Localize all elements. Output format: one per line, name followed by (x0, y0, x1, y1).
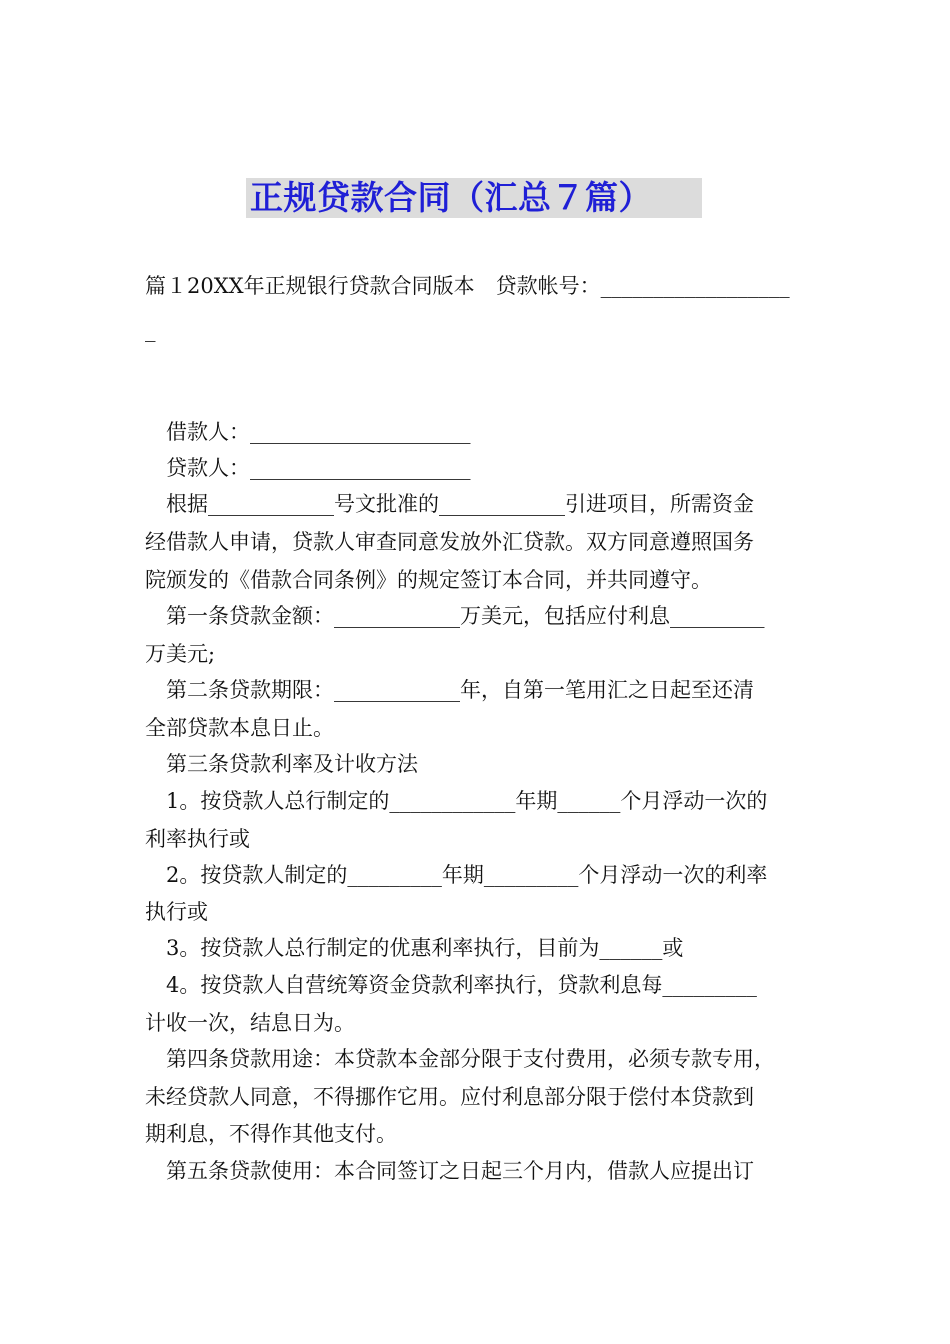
borrower-line: 借款人：_____________________ (166, 420, 471, 444)
item-4-line: 4。按贷款人自营统筹资金贷款利率执行，贷款利息每_________ (166, 973, 757, 997)
item-3-line: 3。按贷款人总行制定的优惠利率执行，目前为______或 (166, 936, 684, 960)
clause-4-line: 第四条贷款用途：本贷款本金部分限于支付费用，必须专款专用， (166, 1047, 775, 1071)
text-line: 利率执行或 (145, 827, 250, 851)
text-line: 万美元; (145, 642, 216, 666)
clause-5-line: 第五条贷款使用：本合同签订之日起三个月内，借款人应提出订 (166, 1159, 754, 1183)
text-line: 全部贷款本息日止。 (145, 716, 334, 740)
text-line: 期利息，不得作其他支付。 (145, 1122, 397, 1146)
section-heading-line: 篇１20XX年正规银行贷款合同版本 贷款帐号：__________________ (145, 274, 790, 298)
document-title-text: 正规贷款合同（汇总７篇） (250, 178, 652, 217)
text-line: 院颁发的《借款合同条例》的规定签订本合同，并共同遵守。 (145, 568, 712, 592)
clause-1-line: 第一条贷款金额：____________万美元，包括应付利息_________ (166, 604, 765, 628)
text-line: 计收一次，结息日为。 (145, 1011, 355, 1035)
document-title (246, 178, 702, 218)
clause-2-line: 第二条贷款期限：____________年，自第一笔用汇之日起至还清 (166, 678, 754, 702)
item-2-line: 2。按贷款人制定的_________年期_________个月浮动一次的利率 (166, 863, 768, 887)
text-line: _ (145, 318, 156, 342)
text-line: 经借款人申请，贷款人审查同意发放外汇贷款。双方同意遵照国务 (145, 530, 754, 554)
text-line: 执行或 (145, 900, 208, 924)
text-line: 未经贷款人同意，不得挪作它用。应付利息部分限于偿付本贷款到 (145, 1085, 754, 1109)
clause-3-line: 第三条贷款利率及计收方法 (166, 752, 418, 776)
text-line: 根据____________号文批准的____________引进项目，所需资金 (166, 492, 754, 516)
item-1-line: 1。按贷款人总行制定的____________年期______个月浮动一次的 (166, 789, 768, 813)
lender-line: 贷款人：_____________________ (166, 456, 471, 480)
